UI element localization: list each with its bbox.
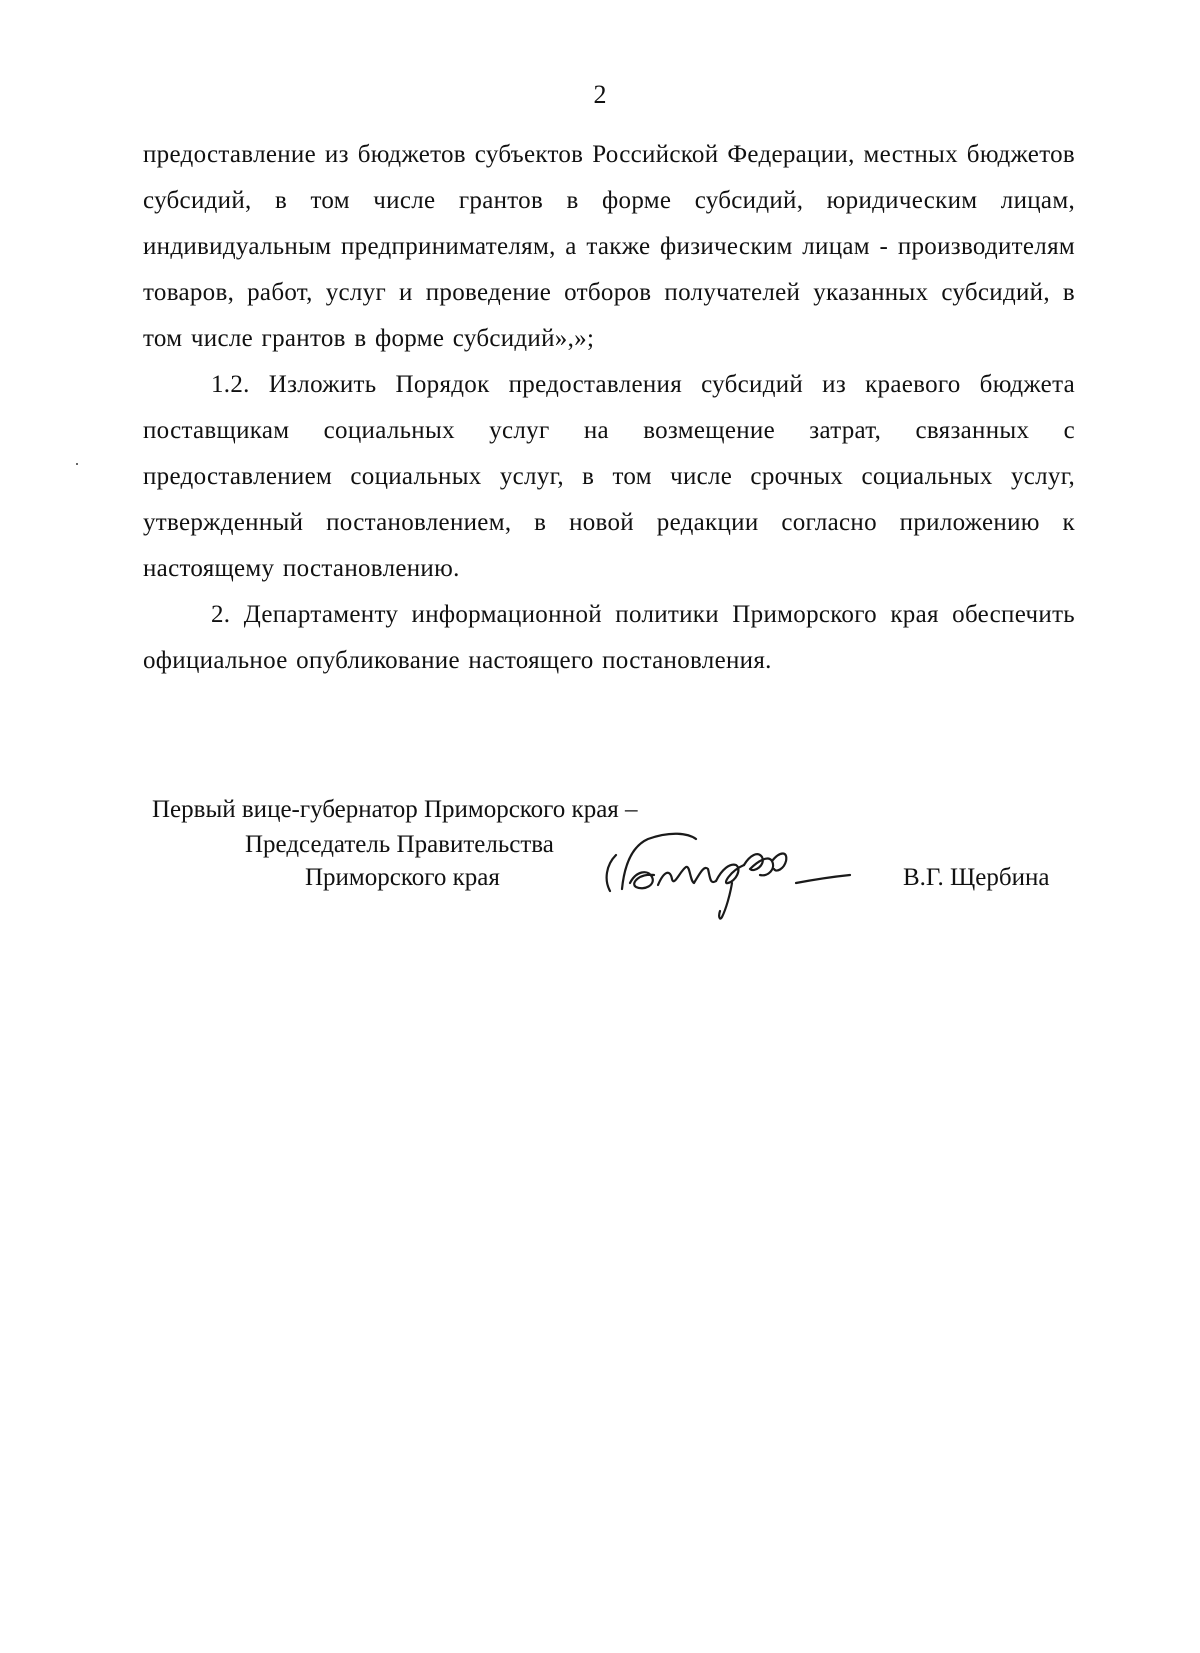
signatory-position-line3: Приморского края bbox=[305, 864, 500, 891]
handwritten-signature-icon bbox=[600, 825, 875, 925]
signatory-name: В.Г. Щербина bbox=[903, 864, 1050, 891]
signatory-position-line1: Первый вице-губернатор Приморского края – bbox=[152, 796, 638, 823]
paragraph-continuation: предоставление из бюджетов субъектов Российской Федерации, местных бюджетов субсидий, в том числе грантов в форме субсидий, юридическим лицам, индивидуальным предпринимателям, а также физическим лицам - производителям товаров, работ, услуг и проведение отборов получателей указанных субсидий, в том числе грантов в форме субсидий»,»; bbox=[143, 141, 1075, 352]
paragraph-item-1-2: 1.2. Изложить Порядок предоставления субсидий из краевого бюджета поставщикам социальных услуг на возмещение затрат, связанных с предоставлением социальных услуг, в том числе срочных социальных услуг, утвержденный постановлением, в новой редакции согласно приложению к настоящему постановлению. bbox=[143, 371, 1075, 582]
document-body bbox=[143, 132, 1075, 684]
signatory-position-line2: Председатель Правительства bbox=[245, 831, 554, 858]
page-number: 2 bbox=[593, 80, 607, 109]
scan-speck bbox=[76, 463, 78, 465]
paragraph-item-2: 2. Департаменту информационной политики Приморского края обеспечить официальное опубликование настоящего постановления. bbox=[143, 601, 1075, 674]
